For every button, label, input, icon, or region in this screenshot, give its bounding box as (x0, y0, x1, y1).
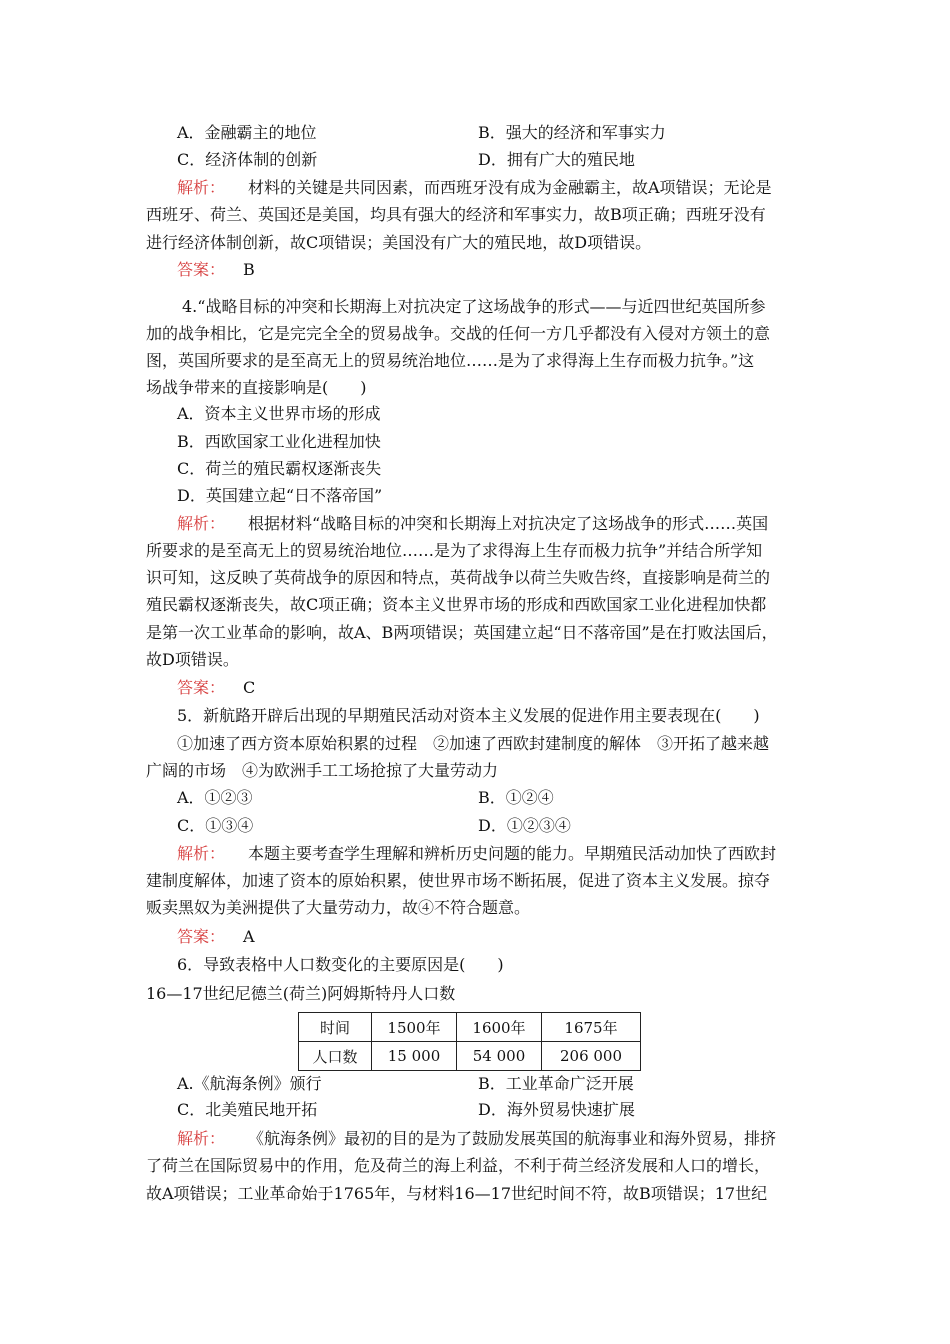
q5-stem: ①加速了西方资本原始积累的过程 ②加速了西欧封建制度的解体 ③开拓了越来越 (177, 734, 770, 753)
q5-option-d: D．①②③④ (478, 816, 571, 835)
q3-answer-line (0, 258, 950, 282)
q4-stem: 4.“战略目标的冲突和长期海上对抗决定了这场战争的形式——与近四世纪英国所参 (182, 297, 766, 316)
q6-analysis-text: 《航海条例》最初的目的是为了鼓励发展英国的航海事业和海外贸易，排挤 (248, 1129, 777, 1148)
q4-analysis-text: 识可知，这反映了英荷战争的原因和特点，英荷战争以荷兰失败告终，直接影响是荷兰的 (146, 568, 771, 587)
table-header-cell: 1500年 (372, 1013, 457, 1042)
q4-stem: 图，英国所要求的是至高无上的贸易统治地位……是为了求得海上生存而极力抗争。”这 (146, 351, 755, 370)
q4-analysis-text: 所要求的是至高无上的贸易统治地位……是为了求得海上生存而极力抗争”并结合所学知 (146, 541, 763, 560)
q3-analysis-line-3 (0, 231, 950, 255)
table-header-cell: 时间 (299, 1013, 372, 1042)
table-row (299, 1042, 641, 1071)
q5-stem: 5．新航路开辟后出现的早期殖民活动对资本主义发展的促进作用主要表现在( ) (177, 706, 760, 725)
q3-answer-label: 答案： (177, 260, 226, 279)
q4-analysis-line-6 (0, 648, 950, 672)
q4-option-d: D．英国建立起“日不落帝国” (177, 486, 383, 505)
q5-analysis-text: 本题主要考查学生理解和辨析历史问题的能力。早期殖民活动加快了西欧封 (248, 844, 777, 863)
q6-table-title-line (0, 982, 950, 1006)
q6-option-b: B．工业革命广泛开展 (478, 1074, 634, 1093)
q4-analysis-text: 故D项错误。 (146, 650, 239, 669)
table-cell: 人口数 (299, 1042, 372, 1071)
q6-analysis-line-2 (0, 1154, 950, 1178)
q4-stem: 加的战争相比，它是完完全全的贸易战争。交战的任何一方几乎都没有入侵对方领土的意 (146, 324, 771, 343)
q4-option-b: B．西欧国家工业化进程加快 (177, 432, 381, 451)
q5-answer: A (243, 927, 255, 946)
q4-option-c: C．荷兰的殖民霸权逐渐丧失 (177, 459, 382, 478)
q3-analysis-line-2 (0, 203, 950, 227)
q4-analysis-line-5 (0, 621, 950, 645)
q4-analysis-label: 解析： (177, 514, 226, 533)
q5-analysis-line-1 (0, 842, 950, 866)
q4-analysis-line-4 (0, 593, 950, 617)
q5-options-row-1 (0, 786, 950, 810)
q4-analysis-line-2 (0, 539, 950, 563)
q5-option-b: B．①②④ (478, 788, 554, 807)
q5-analysis-text: 建制度解体，加速了资本的原始积累，使世界市场不断拓展，促进了资本主义发展。掠夺 (146, 871, 771, 890)
q6-option-a: A.《航海条例》颁行 (177, 1074, 322, 1093)
q3-analysis-text: 材料的关键是共同因素，而西班牙没有成为金融霸主，故A项错误；无论是 (248, 178, 772, 197)
q4-option-a: A．资本主义世界市场的形成 (177, 404, 381, 423)
q3-options-row-2 (0, 148, 950, 172)
q3-option-a: A．金融霸主的地位 (177, 123, 317, 142)
q5-answer-line (0, 925, 950, 949)
q5-stem-line-2 (0, 732, 950, 756)
q3-option-c: C．经济体制的创新 (177, 150, 318, 169)
q4-stem-line-4 (0, 376, 950, 400)
q3-analysis-text: 进行经济体制创新，故C项错误；美国没有广大的殖民地，故D项错误。 (146, 233, 652, 252)
q5-stem: 广阔的市场 ④为欧洲手工工场抢掠了大量劳动力 (146, 761, 499, 780)
q3-analysis-line-1 (0, 176, 950, 200)
q5-options-row-2 (0, 814, 950, 838)
table-header-cell: 1600年 (457, 1013, 542, 1042)
q4-answer-line (0, 676, 950, 700)
q4-stem-line-3 (0, 349, 950, 373)
q5-analysis-label: 解析： (177, 844, 226, 863)
q4-option-b-row (0, 430, 950, 454)
q6-stem-line (0, 953, 950, 977)
q4-analysis-text: 根据材料“战略目标的冲突和长期海上对抗决定了这场战争的形式……英国 (248, 514, 769, 533)
q3-option-b: B．强大的经济和军事实力 (478, 123, 666, 142)
q5-analysis-line-3 (0, 896, 950, 920)
q3-answer: B (243, 260, 255, 279)
q4-answer: C (243, 678, 256, 697)
q6-table-title: 16—17世纪尼德兰(荷兰)阿姆斯特丹人口数 (146, 984, 456, 1003)
q6-stem: 6．导致表格中人口数变化的主要原因是( ) (177, 955, 504, 974)
q4-analysis-line-1 (0, 512, 950, 536)
q5-option-c: C．①③④ (177, 816, 254, 835)
q6-options-row-1 (0, 1072, 950, 1096)
q4-analysis-text: 殖民霸权逐渐丧失，故C项正确；资本主义世界市场的形成和西欧国家工业化进程加快都 (146, 595, 767, 614)
q4-analysis-text: 是第一次工业革命的影响，故A、B两项错误；英国建立起“日不落帝国”是在打败法国后， (146, 623, 778, 642)
q6-analysis-text: 了荷兰在国际贸易中的作用，危及荷兰的海上利益，不利于荷兰经济发展和人口的增长， (146, 1156, 771, 1175)
q3-analysis-text: 西班牙、荷兰、英国还是美国，均具有强大的经济和军事实力，故B项正确；西班牙没有 (146, 205, 766, 224)
q4-stem-line-2 (0, 322, 950, 346)
q3-analysis-label: 解析： (177, 178, 226, 197)
table-cell: 15 000 (372, 1042, 457, 1071)
q5-analysis-text: 贩卖黑奴为美洲提供了大量劳动力，故④不符合题意。 (146, 898, 531, 917)
q3-option-d: D．拥有广大的殖民地 (478, 150, 635, 169)
q6-analysis-line-1 (0, 1127, 950, 1151)
q5-stem-line-3 (0, 759, 950, 783)
q4-option-d-row (0, 484, 950, 508)
q6-option-d: D．海外贸易快速扩展 (478, 1100, 635, 1119)
q5-option-a: A．①②③ (177, 788, 253, 807)
table-row (299, 1013, 641, 1042)
q6-analysis-line-3 (0, 1182, 950, 1206)
table-cell: 54 000 (457, 1042, 542, 1071)
q4-analysis-line-3 (0, 566, 950, 590)
q3-options-row-1 (0, 121, 950, 145)
q5-answer-label: 答案： (177, 927, 226, 946)
q4-stem-line-1 (0, 295, 950, 319)
q5-stem-line-1 (0, 704, 950, 728)
q4-option-c-row (0, 457, 950, 481)
q4-option-a-row (0, 402, 950, 426)
q6-option-c: C．北美殖民地开拓 (177, 1100, 318, 1119)
q6-analysis-label: 解析： (177, 1129, 226, 1148)
q5-analysis-line-2 (0, 869, 950, 893)
q4-stem: 场战争带来的直接影响是( ) (146, 378, 367, 397)
population-table (298, 1012, 641, 1071)
q6-analysis-text: 故A项错误；工业革命始于1765年，与材料16—17世纪时间不符，故B项错误；17世纪 (146, 1184, 768, 1203)
q4-answer-label: 答案： (177, 678, 226, 697)
table-header-cell: 1675年 (542, 1013, 641, 1042)
table-cell: 206 000 (542, 1042, 641, 1071)
q6-options-row-2 (0, 1098, 950, 1122)
